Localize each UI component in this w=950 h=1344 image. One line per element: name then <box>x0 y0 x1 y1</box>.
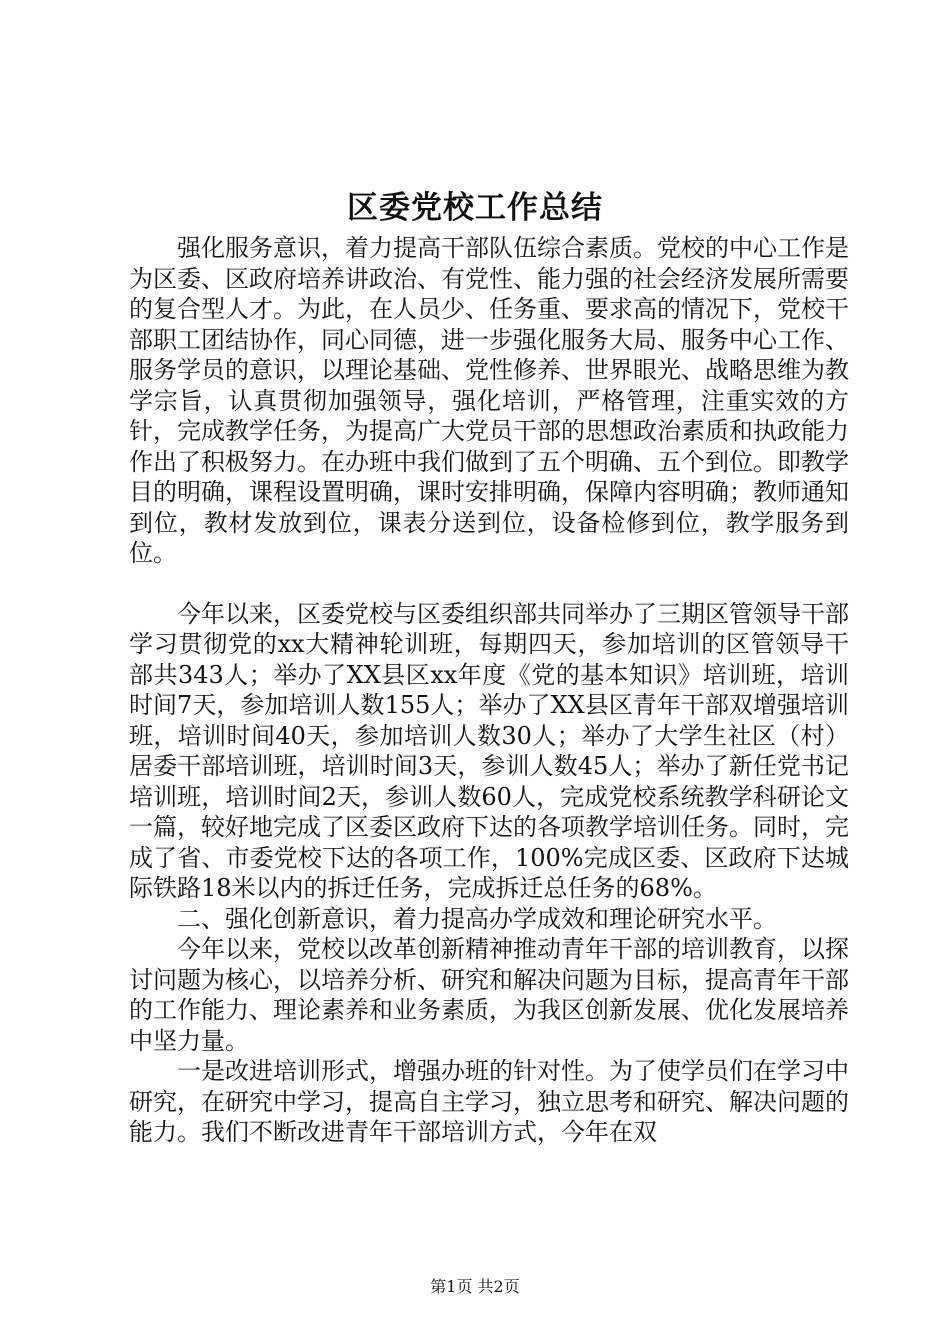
page-footer: 第1页 共2页 <box>430 1277 520 1296</box>
paragraph-training-summary: 今年以来，区委党校与区委组织部共同举办了三期区管领导干部学习贯彻党的xx大精神轮训班，每期四天，参加培训的区管领导干部共343人；举办了XX县区xx年度《党的基本知识》培训班，培训时间7天，参加培训人数155人；举办了XX县区青年干部双增强培训班，培训时间40天，参加培训人数30人；举办了大学生社区（村）居委干部培训班，培训时间3天，参训人数45人；举办了新任党书记培训班，培训时间2天，参训人数60人，完成党校系统教学科研论文一篇，较好地完成了区委区政府下达的各项教学培训任务。同时，完成了省、市委党校下达的各项工作，100%完成区委、区政府下达城际铁路18米以内的拆迁任务，完成拆迁总任务的68%。 <box>129 599 849 902</box>
document-title: 区委党校工作总结 <box>347 190 603 226</box>
paragraph-service-awareness: 强化服务意识，着力提高干部队伍综合素质。党校的中心工作是为区委、区政府培养讲政治、有党性、能力强的社会经济发展所需要的复合型人才。为此，在人员少、任务重、要求高的情况下，党校干部职工团结协作，同心同德，进一步强化服务大局、服务中心工作、服务学员的意识，以理论基础、党性修养、世界眼光、战略思维为教学宗旨，认真贯彻加强领导，强化培训，严格管理，注重实效的方针，完成教学任务，为提高广大党员干部的思想政治素质和执政能力作出了积极努力。在办班中我们做到了五个明确、五个到位。即教学目的明确，课程设置明确，课时安排明确，保障内容明确；教师通知到位，教材发放到位，课表分送到位，设备检修到位，教学服务到位。 <box>129 234 849 567</box>
document-body <box>129 233 849 1148</box>
paragraph-section-two-heading: 二、强化创新意识，着力提高办学成效和理论研究水平。 <box>177 904 777 933</box>
paragraph-training-form: 一是改进培训形式，增强办班的针对性。为了使学员们在学习中研究，在研究中学习，提高自主学习，独立思考和研究、解决问题的能力。我们不断改进青年干部培训方式，今年在双 <box>129 1057 849 1146</box>
paragraph-innovation: 今年以来，党校以改革创新精神推动青年干部的培训教育，以探讨问题为核心，以培养分析、研究和解决问题为目标，提高青年干部的工作能力、理论素养和业务素质，为我区创新发展、优化发展培养中坚力量。 <box>129 935 849 1055</box>
